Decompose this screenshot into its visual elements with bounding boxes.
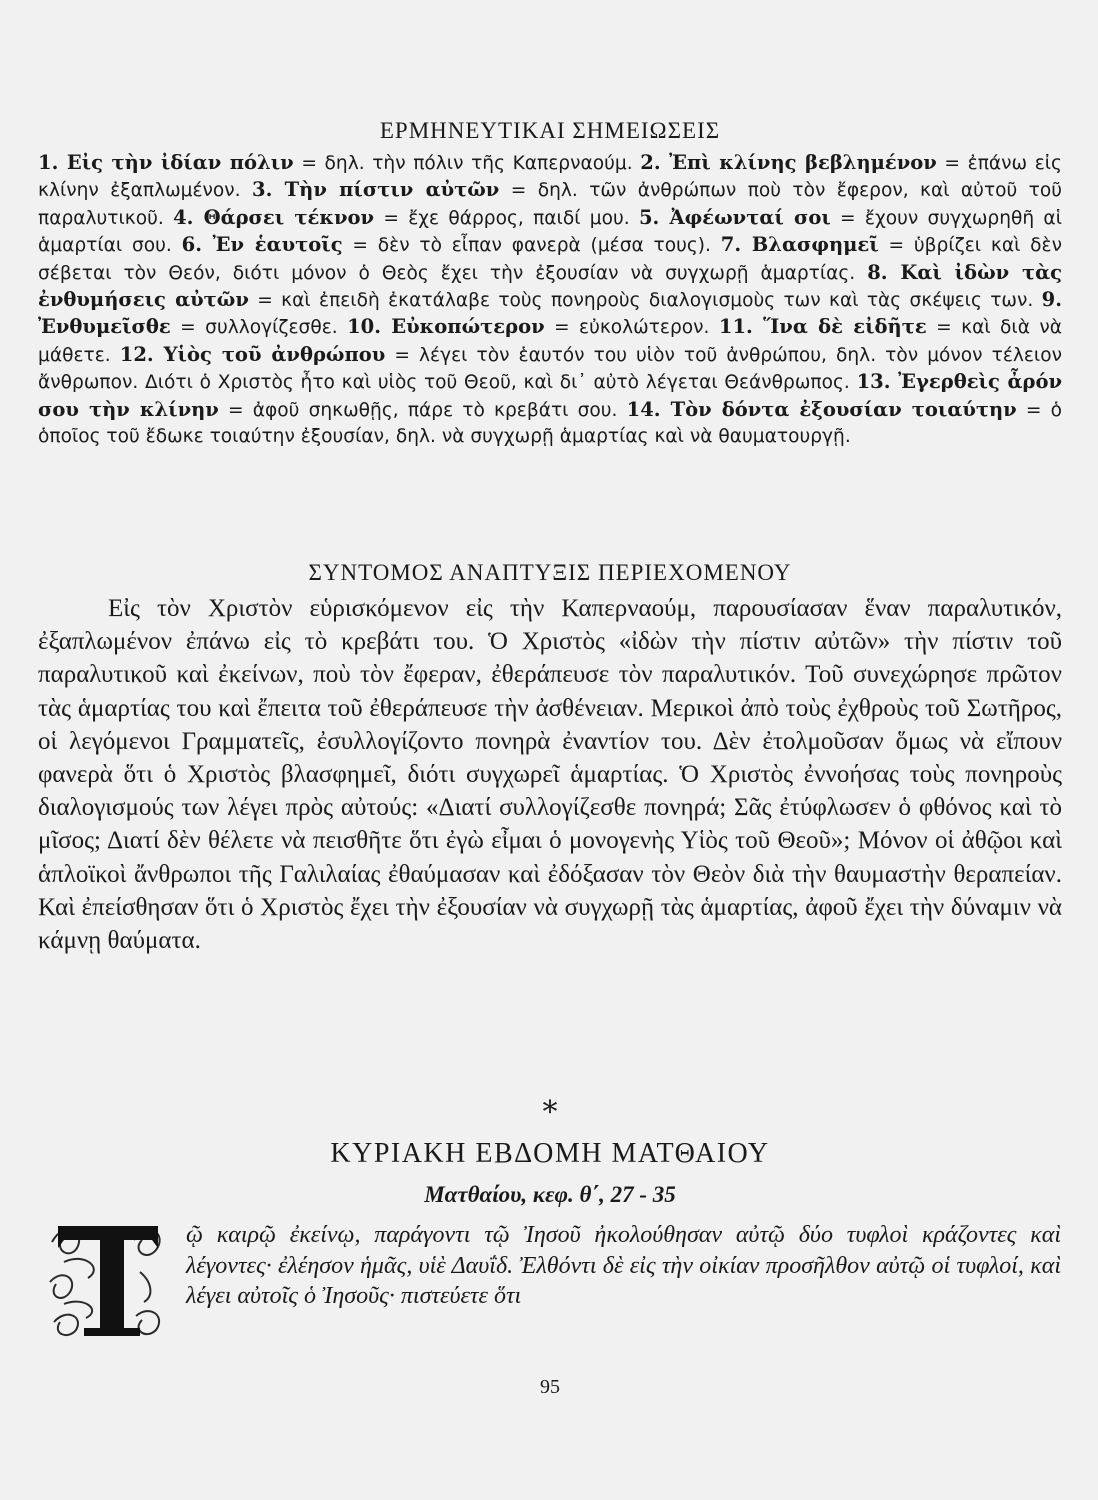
note-definition: = δὲν τὸ εἶπαν φανερὰ (μέσα τους).: [342, 235, 721, 257]
note-definition: = ἀφοῦ σηκωθῇς, πάρε τὸ κρεβάτι σου.: [218, 399, 627, 421]
note-term: 4. Θάρσει τέκνον: [173, 205, 375, 229]
note-definition: = ἐπάνω εἰς κλίνην ἐξαπλωμένον.: [38, 153, 1062, 202]
note-term: 14. Τὸν δόντα ἐξουσίαν τοιαύτην: [626, 397, 1017, 421]
note-term: 11. Ἵνα δὲ εἰδῆτε: [718, 315, 927, 339]
notes-body: [38, 150, 1062, 450]
note-definition: = ἔχε θάρρος, παιδί μου.: [374, 207, 639, 229]
note-term: 8. Καὶ ἰδὼν τὰς ἐνθυμήσεις αὐτῶν: [38, 260, 1063, 312]
note-term: 2. Ἐπὶ κλίνης βεβλημένον: [640, 151, 937, 174]
sunday-title: ΚΥΡΙΑΚΗ ΕΒΔΟΜΗ ΜΑΤΘΑΙΟΥ: [330, 1138, 770, 1169]
note-term: 10. Εὐκοπώτερον: [347, 315, 545, 339]
note-definition: = καὶ ἐπειδὴ ἐκατάλαβε τοὺς πονηροὺς διαλογισμοὺς των καὶ τὰς σκέψεις των.: [248, 290, 1042, 312]
asterisk-ornament: *: [542, 1095, 558, 1130]
note-definition: = ὑβρίζει καὶ δὲν σέβεται τὸν Θεόν, διότι μόνον ὁ Θεὸς ἔχει τὴν ἐξουσίαν νὰ συγχωρῇ ἁμαρτίας.: [38, 235, 1062, 284]
note-term: 12. Υἱὸς τοῦ ἀνθρώπου: [119, 342, 386, 366]
note-definition: = εὐκολώτερον.: [544, 317, 719, 339]
gospel-reference: Ματθαίου, κεφ. θ΄, 27 - 35: [424, 1182, 676, 1207]
summary-paragraph: Εἰς τὸν Χριστὸν εὑρισκόμενον εἰς τὴν Καπερναούμ, παρουσίασαν ἕναν παραλυτικόν, ἐξαπλωμένον ἐπάνω εἰς τὸ κρεβάτι του. Ὁ Χριστὸς «ἰδὼν τὴν πίστιν αὐτῶν» τὴν πίστιν τοῦ παραλυτικοῦ καὶ ἐκείνων, ποὺ τὸν ἔφεραν, ἐθεράπευσε τὸν παραλυτικόν. Τοῦ συνεχώρησε πρῶτον τὰς ἁμαρτίας του καὶ ἔπειτα τοῦ ἐθεράπευσε τὴν ἀσθένειαν. Μερικοὶ ἀπὸ τοὺς ἐχθροὺς τοῦ Σωτῆρος, οἱ λεγόμενοι Γραμματεῖς, ἐσυλλογίζοντο πονηρὰ ἐναντίον του. Δὲν ἐτολμοῦσαν ὅμως νὰ εἴπουν φανερὰ ὅτι ὁ Χριστὸς βλασφημεῖ, διότι συγχωρεῖ ἁμαρτίας. Ὁ Χριστὸς ἐννοήσας τοὺς πονηροὺς διαλογισμούς των λέγει πρὸς αὐτούς: «Διατί συλλογίζεσθε πονηρά; Σᾶς ἐτύφλωσεν ὁ φθόνος καὶ τὸ μῖσος; Διατί δὲν θέλετε νὰ πεισθῆτε ὅτι ἐγὼ εἶμαι ὁ μονογενὴς Υἱὸς τοῦ Θεοῦ»; Μόνον οἱ ἀθῷοι καὶ ἁπλοϊκοὶ ἄνθρωποι τῆς Γαλιλαίας ἐθαύμασαν καὶ ἐδόξασαν τὸν Θεὸν διὰ τὴν θαυμαστὴν θεραπείαν. Καὶ ἐπείσθησαν ὅτι ὁ Χριστὸς ἔχει τὴν ἐξουσίαν νὰ συγχωρῇ τὰς ἁμαρτίας, ἀφοῦ ἔχει τὴν δύναμιν νὰ κάμνῃ θαύματα.: [38, 595, 1062, 955]
note-term: 9. Ἐνθυμεῖσθε: [38, 288, 1062, 339]
note-term: 13. Ἐγερθεὶς ἆρόν σου τὴν κλίνην: [38, 370, 1062, 421]
document-page: [38, 0, 1062, 1500]
ornate-initial: [44, 1212, 170, 1342]
page-number: 95: [540, 1376, 560, 1398]
note-term: 5. Ἀφέωνταί σοι: [638, 205, 831, 229]
note-definition: = λέγει τὸν ἑαυτόν του υἱὸν τοῦ ἀνθρώπου, δηλ. τὸν μόνον τέλειον ἄνθρωπον. Διότι ὁ Χριστὸς ἦτο καὶ υἱὸς τοῦ Θεοῦ, καὶ δι᾽ αὐτὸ λέγεται Θεάνθρωπος.: [38, 344, 1062, 394]
note-definition: = ἔχουν συγχωρηθῆ αἱ ἁμαρτίαι σου.: [38, 207, 1062, 257]
note-term: 3. Τὴν πίστιν αὐτῶν: [252, 178, 500, 202]
note-definition: = συλλογίζεσθε.: [170, 317, 348, 339]
note-term: 7. Βλασφημεῖ: [720, 233, 879, 257]
note-definition: = ὁ ὁποῖος τοῦ ἔδωκε τοιαύτην ἐξουσίαν, δηλ. νὰ συγχωρῇ ἁμαρτίας καὶ νὰ θαυματουργῇ.: [38, 399, 1063, 448]
summary-heading: ΣΥΝΤΟΜΟΣ ΑΝΑΠΤΥΞΙΣ ΠΕΡΙΕΧΟΜΕΝΟΥ: [308, 560, 792, 585]
ornate-initial-graphic: [44, 1212, 170, 1342]
note-term: 1. Εἰς τὴν ἰδίαν πόλιν: [38, 151, 294, 174]
notes-heading: ΕΡΜΗΝΕΥΤΙΚΑΙ ΣΗΜΕΙΩΣΕΙΣ: [379, 118, 721, 143]
note-definition: = δηλ. τὴν πόλιν τῆς Καπερναούμ.: [293, 153, 641, 174]
note-term: 6. Ἐν ἑαυτοῖς: [181, 233, 343, 257]
note-definition: = δηλ. τῶν ἀνθρώπων ποὺ τὸν ἔφερον, καὶ αὐτοῦ τοῦ παραλυτικοῦ.: [38, 180, 1062, 229]
gospel-text: ῷ καιρῷ ἐκείνῳ, παράγοντι τῷ Ἰησοῦ ἠκολούθησαν αὐτῷ δύο τυφλοὶ κράζοντες καὶ λέγοντες· ἐλέησον ἡμᾶς, υἱὲ Δαυΐδ. Ἐλθόντι δὲ εἰς τὴν οἰκίαν προσῆλθον αὐτῷ οἱ τυφλοί, καὶ λέγει αὐτοῖς ὁ Ἰησοῦς· πιστεύετε ὅτι: [186, 1222, 1061, 1310]
note-definition: = καὶ διὰ νὰ μάθετε.: [38, 317, 1063, 366]
